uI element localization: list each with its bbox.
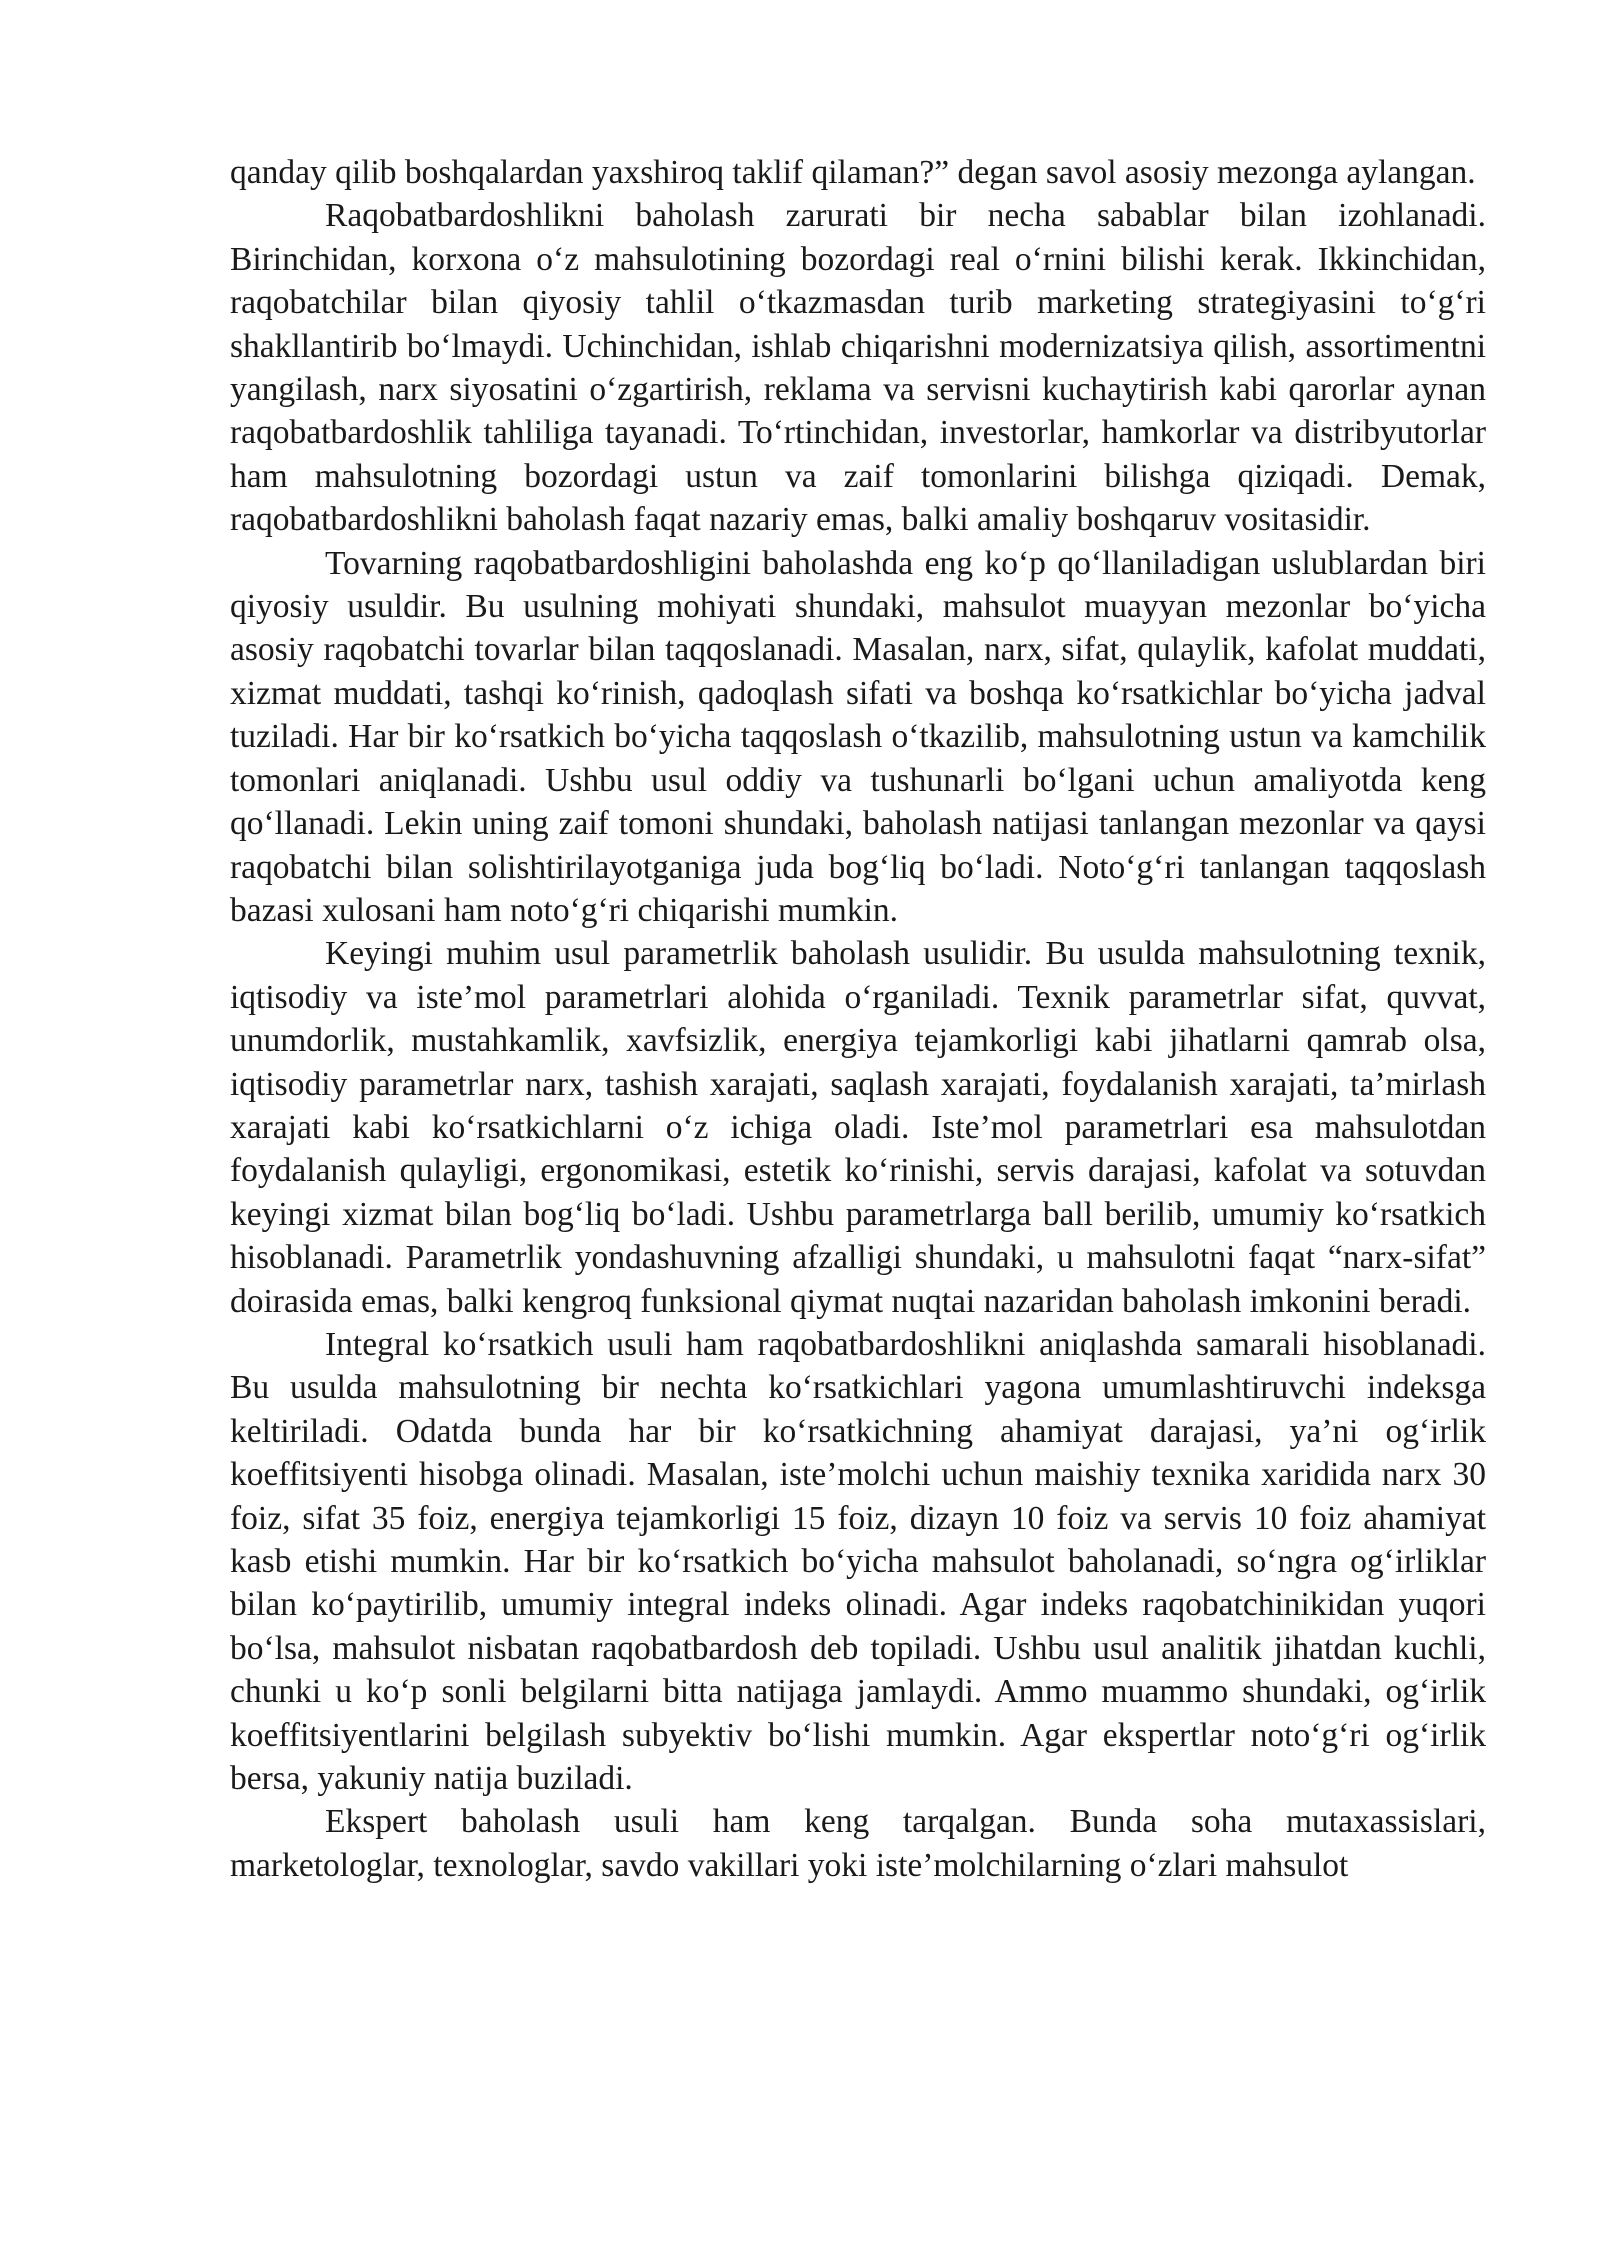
paragraph-continuation: qanday qilib boshqalardan yaxshiroq taklif qilaman?” degan savol asosiy mezonga aylangan. bbox=[230, 154, 1476, 191]
paragraph-integral-method: Integral ko‘rsatkich usuli ham raqobatbardoshlikni aniqlashda samarali hisoblanadi. Bu usulda mahsulotning bir nechta ko‘rsatkichlari yagona umumlashtiruvchi indeksga keltiriladi. Odatda bunda har bir ko‘rsatkichning ahamiyat darajasi, ya’ni og‘irlik koeffitsiyenti hisobga olinadi. Masalan, iste’molchi uchun maishiy texnika xaridida narx 30 foiz, sifat 35 foiz, energiya tejamkorligi 15 foiz, dizayn 10 foiz va servis 10 foiz ahamiyat kasb etishi mumkin. Har bir ko‘rsatkich bo‘yicha mahsulot baholanadi, so‘ngra og‘irliklar bilan ko‘paytirilib, umumiy integral indeks olinadi. Agar indeks raqobatchinikidan yuqori bo‘lsa, mahsulot nisbatan raqobatbardosh deb topiladi. Ushbu usul analitik jihatdan kuchli, chunki u ko‘p sonli belgilarni bitta natijaga jamlaydi. Ammo muammo shundaki, og‘irlik koeffitsiyentlarini belgilash subyektiv bo‘lishi mumkin. Agar ekspertlar noto‘g‘ri og‘irlik bersa, yakuniy natija buziladi. bbox=[230, 1325, 1486, 1798]
paragraph-expert-method: Ekspert baholash usuli ham keng tarqalgan. Bunda soha mutaxassislari, marketologlar, texnologlar, savdo vakillari yoki iste’molchilarning o‘zlari mahsulot bbox=[230, 1803, 1486, 1884]
paragraph-parametric-method: Keyingi muhim usul parametrlik baholash usulidir. Bu usulda mahsulotning texnik, iqtisodiy va iste’mol parametrlari alohida o‘rganiladi. Texnik parametrlar sifat, quvvat, unumdorlik, mustahkamlik, xavfsizlik, energiya tejamkorligi kabi jihatlarni qamrab olsa, iqtisodiy parametrlar narx, tashish xarajati, saqlash xarajati, foydalanish xarajati, ta’mirlash xarajati kabi ko‘rsatkichlarni o‘z ichiga oladi. Iste’mol parametrlari esa mahsulotdan foydalanish qulayligi, ergonomikasi, estetik ko‘rinishi, servis darajasi, kafolat va sotuvdan keyingi xizmat bilan bog‘liq bo‘ladi. Ushbu parametrlarga ball berilib, umumiy ko‘rsatkich hisoblanadi. Parametrlik yondashuvning afzalligi shundaki, u mahsulotni faqat “narx-sifat” doirasida emas, balki kengroq funksional qiymat nuqtai nazaridan baholash imkonini beradi. bbox=[230, 935, 1486, 1320]
paragraph-comparative-method: Tovarning raqobatbardoshligini baholashda eng ko‘p qo‘llaniladigan uslublardan biri qiyosiy usuldir. Bu usulning mohiyati shundaki, mahsulot muayyan mezonlar bo‘yicha asosiy raqobatchi tovarlar bilan taqqoslanadi. Masalan, narx, sifat, qulaylik, kafolat muddati, xizmat muddati, tashqi ko‘rinish, qadoqlash sifati va boshqa ko‘rsatkichlar bo‘yicha jadval tuziladi. Har bir ko‘rsatkich bo‘yicha taqqoslash o‘tkazilib, mahsulotning ustun va kamchilik tomonlari aniqlanadi. Ushbu usul oddiy va tushunarli bo‘lgani uchun amaliyotda keng qo‘llanadi. Lekin uning zaif tomoni shundaki, baholash natijasi tanlangan mezonlar va qaysi raqobatchi bilan solishtirilayotganiga juda bog‘liq bo‘ladi. Noto‘g‘ri tanlangan taqqoslash bazasi xulosani ham noto‘g‘ri chiqarishi mumkin. bbox=[230, 544, 1486, 929]
body-text bbox=[230, 151, 1486, 1887]
paragraph-necessity: Raqobatbardoshlikni baholash zarurati bir necha sabablar bilan izohlanadi. Birinchidan, korxona o‘z mahsulotining bozordagi real o‘rnini bilishi kerak. Ikkinchidan, raqobatchilar bilan qiyosiy tahlil o‘tkazmasdan turib marketing strategiyasini to‘g‘ri shakllantirib bo‘lmaydi. Uchinchidan, ishlab chiqarishni modernizatsiya qilish, assortimentni yangilash, narx siyosatini o‘zgartirish, reklama va servisni kuchaytirish kabi qarorlar aynan raqobatbardoshlik tahliliga tayanadi. To‘rtinchidan, investorlar, hamkorlar va distribyutorlar ham mahsulotning bozordagi ustun va zaif tomonlarini bilishga qiziqadi. Demak, raqobatbardoshlikni baholash faqat nazariy emas, balki amaliy boshqaruv vositasidir. bbox=[230, 197, 1486, 539]
